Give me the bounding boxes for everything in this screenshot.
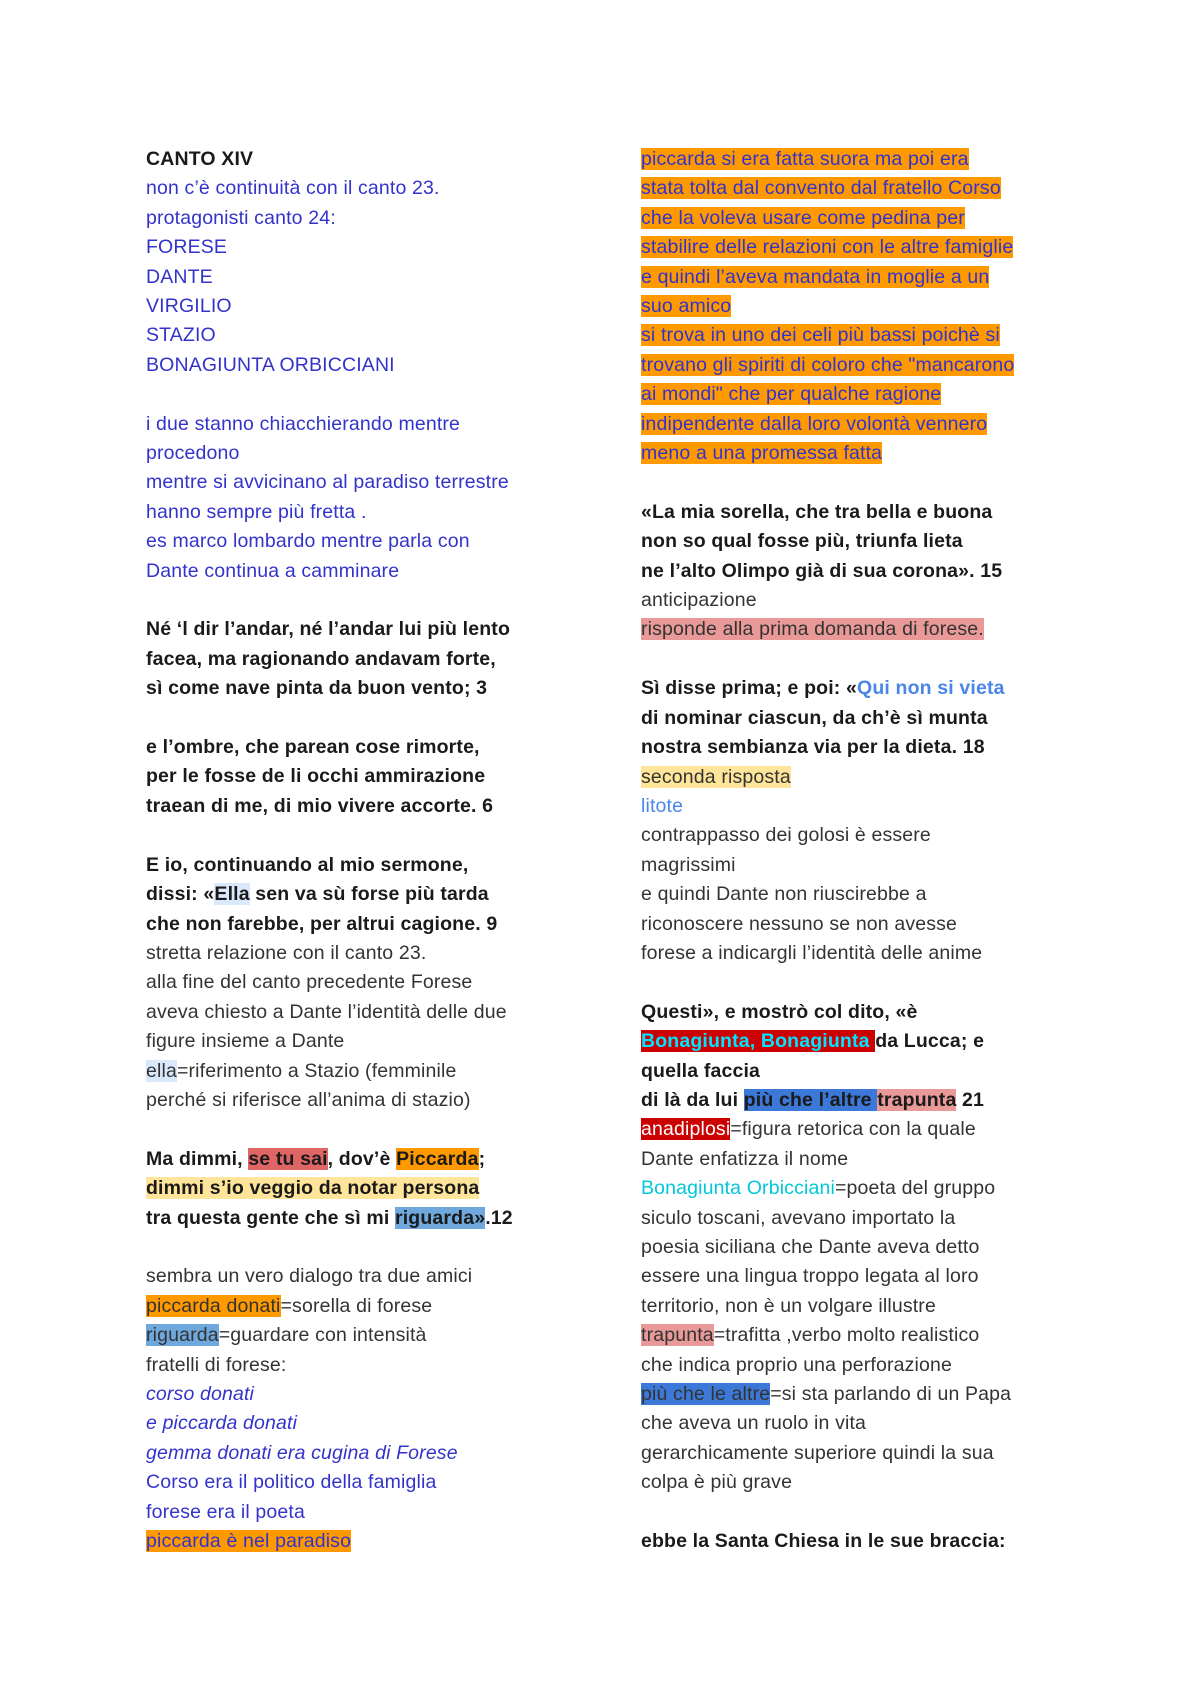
verse-line: traean di me, di mio vivere accorte. 6 <box>146 794 494 817</box>
note-line: BONAGIUNTA ORBICCIANI <box>146 353 395 376</box>
verse-line: sì come nave pinta da buon vento; 3 <box>146 677 488 700</box>
highlight-paradiso: piccarda è nel paradiso <box>146 1530 352 1552</box>
verse-line: Né ‘l dir l’andar, né l’andar lui più lento <box>146 618 511 641</box>
note-line: trovano gli spiriti di coloro che "mancarono <box>641 353 1015 376</box>
note-line: colpa è più grave <box>641 1471 793 1494</box>
verse-line: «La mia sorella, che tra bella e buona <box>641 500 993 523</box>
note-line: ai mondi" che per qualche ragione <box>641 383 942 406</box>
right-column <box>641 145 1111 1556</box>
verse-line: per le fosse de li occhi ammirazione <box>146 765 486 788</box>
left-column <box>146 145 616 1556</box>
note-line: trapunta=trafitta ,verbo molto realistico <box>641 1324 980 1347</box>
canto-title: CANTO XIV <box>146 148 254 170</box>
highlight-trapunta: trapunta <box>877 1088 957 1111</box>
highlight-anadiplosi: anadiplosi <box>641 1118 731 1141</box>
note-line: figure insieme a Dante <box>146 1030 345 1053</box>
highlight-qui-non-si-vieta: Qui non si vieta <box>857 677 1005 700</box>
highlight-bonagiunta: Bonagiunta, Bonagiunta <box>641 1030 876 1053</box>
note-line: Corso era il politico della famiglia <box>146 1471 437 1494</box>
note-line: più che le altre=si sta parlando di un Papa <box>641 1383 1012 1406</box>
verse-line: Bonagiunta, Bonagiunta da Lucca; e <box>641 1030 985 1053</box>
note-line: che la voleva usare come pedina per <box>641 206 965 229</box>
note-line: fratelli di forese: <box>146 1353 287 1376</box>
highlight-ella-note: ella <box>146 1059 177 1082</box>
verse-line: E io, continuando al mio sermone, <box>146 853 469 876</box>
highlight-bonagiunta-orbicciani: Bonagiunta Orbicciani <box>641 1177 835 1200</box>
verse-line: ebbe la Santa Chiesa in le sue braccia: <box>641 1530 1006 1553</box>
verse-line: tra questa gente che sì mi riguarda».12 <box>146 1206 513 1229</box>
highlight-se-tu-sai: se tu sai <box>248 1147 328 1170</box>
note-line: protagonisti canto 24: <box>146 206 336 229</box>
note-line: sembra un vero dialogo tra due amici <box>146 1265 473 1288</box>
note-line: stabilire delle relazioni con le altre famiglie <box>641 236 1014 259</box>
note-line: VIRGILIO <box>146 295 232 318</box>
note-line: contrappasso dei golosi è essere <box>641 824 931 847</box>
highlight-seconda-risposta: seconda risposta <box>641 765 791 788</box>
note-line: essere una lingua troppo legata al loro <box>641 1265 979 1288</box>
note-line: territorio, non è un volgare illustre <box>641 1294 936 1317</box>
verse-line: dissi: «Ella sen va sù forse più tarda <box>146 883 489 906</box>
note-line: gerarchicamente superiore quindi la sua <box>641 1441 994 1464</box>
note-line: forese era il poeta <box>146 1500 305 1523</box>
note-line: anticipazione <box>641 589 757 612</box>
note-line: perché si riferisce all’anima di stazio) <box>146 1088 471 1111</box>
note-line: Dante enfatizza il nome <box>641 1147 849 1170</box>
highlight-risponde: risponde alla prima domanda di forese. <box>641 618 984 641</box>
note-line: stretta relazione con il canto 23. <box>146 941 427 964</box>
note-line: Dante continua a camminare <box>146 559 400 582</box>
note-line: gemma donati era cugina di Forese <box>146 1441 458 1464</box>
note-line: stata tolta dal convento dal fratello Corso <box>641 177 1001 200</box>
note-line: riconoscere nessuno se non avesse <box>641 912 958 935</box>
note-line: forese a indicargli l’identità delle anime <box>641 941 983 964</box>
note-line: ella=riferimento a Stazio (femminile <box>146 1059 457 1082</box>
verse-line: che non farebbe, per altrui cagione. 9 <box>146 912 498 935</box>
note-line: STAZIO <box>146 324 216 347</box>
note-line <box>641 615 1111 644</box>
highlight-verse: dimmi s’io veggio da notar persona <box>146 1177 480 1200</box>
highlight-piccarda: Piccarda <box>396 1147 479 1170</box>
note-line: non c’è continuità con il canto 23. <box>146 177 440 200</box>
highlight-piu-che-laltre: più che l’altre <box>743 1088 878 1111</box>
note-line: i due stanno chiacchierando mentre <box>146 412 461 435</box>
verse-line: facea, ma ragionando andavam forte, <box>146 647 496 670</box>
highlight-riguarda-note: riguarda <box>146 1324 219 1347</box>
verse-line: quella faccia <box>641 1059 761 1082</box>
note-line: suo amico <box>641 295 732 318</box>
verse-line: Questi», e mostrò col dito, «è <box>641 1000 918 1023</box>
note-line: es marco lombardo mentre parla con <box>146 530 470 553</box>
highlight-piccarda-donati: piccarda donati <box>146 1294 281 1317</box>
note-line: DANTE <box>146 265 213 288</box>
note-line: magrissimi <box>641 853 736 876</box>
note-line: anadiplosi=figura retorica con la quale <box>641 1118 976 1141</box>
note-line: che indica proprio una perforazione <box>641 1353 952 1376</box>
note-line: piccarda si era fatta suora ma poi era <box>641 148 969 170</box>
highlight-riguarda: riguarda» <box>394 1206 486 1229</box>
verse-line <box>146 1174 616 1203</box>
note-line: e quindi l’aveva mandata in moglie a un <box>641 265 990 288</box>
note-line: aveva chiesto a Dante l’identità delle due <box>146 1000 507 1023</box>
note-line: corso donati <box>146 1382 255 1405</box>
note-line: litote <box>641 794 684 817</box>
verse-line: ne l’alto Olimpo già di sua corona». 15 <box>641 559 1003 582</box>
note-line: e piccarda donati <box>146 1412 298 1435</box>
verse-line: Sì disse prima; e poi: «Qui non si vieta <box>641 677 1005 700</box>
note-line: procedono <box>146 442 240 465</box>
verse-line: di nominar ciascun, da ch’è sì munta <box>641 706 988 729</box>
note-line: piccarda donati=sorella di forese <box>146 1294 433 1317</box>
note-line: indipendente dalla loro volontà vennero <box>641 412 988 435</box>
note-line: si trova in uno dei celi più bassi poichè si <box>641 324 1000 347</box>
note-line: Bonagiunta Orbicciani=poeta del gruppo <box>641 1177 996 1200</box>
note-line: siculo toscani, avevano importato la <box>641 1206 956 1229</box>
verse-line: nostra sembianza via per la dieta. 18 <box>641 736 985 759</box>
verse-line: di là da lui più che l’altre trapunta 21 <box>641 1088 985 1111</box>
highlight-ella: Ella <box>214 883 250 906</box>
verse-line: e l’ombre, che parean cose rimorte, <box>146 736 480 759</box>
note-line: poesia siciliana che Dante aveva detto <box>641 1235 980 1258</box>
note-line: hanno sempre più fretta . <box>146 500 367 523</box>
note-line: FORESE <box>146 236 228 259</box>
highlight-piu-che-le-altre-note: più che le altre <box>641 1383 771 1406</box>
verse-line: Ma dimmi, se tu sai, dov’è Piccarda; <box>146 1147 486 1170</box>
note-line: che aveva un ruolo in vita <box>641 1412 867 1435</box>
highlight-trapunta-note: trapunta <box>641 1324 714 1347</box>
note-line: mentre si avvicinano al paradiso terrestre <box>146 471 509 494</box>
note-line: riguarda=guardare con intensità <box>146 1324 427 1347</box>
verse-line: non so qual fosse più, triunfa lieta <box>641 530 963 553</box>
note-line: meno a una promessa fatta <box>641 442 883 465</box>
note-line <box>146 1527 616 1556</box>
note-line: alla fine del canto precedente Forese <box>146 971 473 994</box>
note-line: e quindi Dante non riuscirebbe a <box>641 883 927 906</box>
note-line <box>641 763 1111 792</box>
